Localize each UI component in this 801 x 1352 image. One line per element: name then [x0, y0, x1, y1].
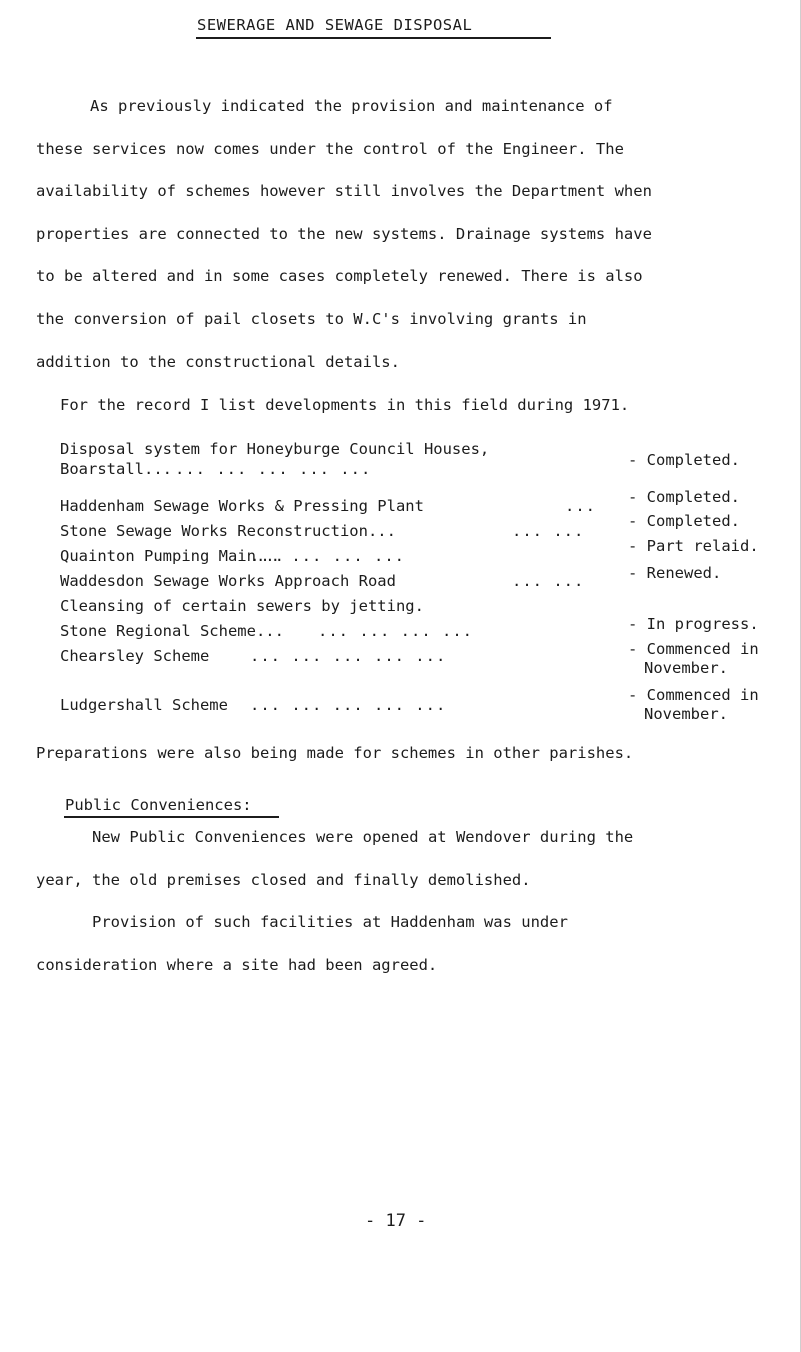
development-item: Quainton Pumping Main... [60, 547, 284, 565]
development-item: Stone Regional Scheme... [60, 622, 284, 640]
development-item: Ludgershall Scheme [60, 696, 228, 714]
page-number: - 17 - [365, 1211, 427, 1231]
leader-dots: ... ... ... ... ... [250, 647, 447, 665]
title-underline [196, 37, 551, 39]
conveniences-line: year, the old premises closed and finally demolished. [36, 871, 531, 889]
development-item: Disposal system for Honeyburge Council Houses, [60, 440, 490, 458]
leader-dots: ... ... [512, 572, 585, 590]
development-status-cont: November. [644, 705, 728, 723]
development-item: Haddenham Sewage Works & Pressing Plant [60, 497, 424, 515]
intro-line: addition to the constructional details. [36, 353, 400, 371]
development-status-cont: November. [644, 659, 728, 677]
development-status: - Commenced in [628, 640, 759, 658]
development-status: - Completed. [628, 451, 740, 469]
development-item: Chearsley Scheme [60, 647, 210, 665]
intro-line: As previously indicated the provision and maintenance of [90, 97, 613, 115]
development-status: - Renewed. [628, 564, 722, 582]
development-item: Stone Sewage Works Reconstruction... [60, 522, 396, 540]
development-status: - Completed. [628, 512, 740, 530]
development-status: - Commenced in [628, 686, 759, 704]
development-status: - Part relaid. [628, 537, 759, 555]
intro-line: properties are connected to the new systems. Drainage systems have [36, 225, 652, 243]
conveniences-line: consideration where a site had been agreed. [36, 956, 438, 974]
leader-dots: ... ... [512, 522, 585, 540]
intro-line: availability of schemes however still involves the Department when [36, 182, 652, 200]
conveniences-line: New Public Conveniences were opened at Wendover during the [92, 828, 634, 846]
leader-dots: ... [565, 497, 596, 515]
section-heading: Public Conveniences: [65, 796, 252, 814]
heading-underline [64, 816, 279, 818]
development-item-cont: Boarstall... [60, 460, 172, 478]
leader-dots: ... ... ... ... [318, 622, 473, 640]
leader-dots: ... ... ... ... ... [250, 696, 447, 714]
preparations-note: Preparations were also being made for schemes in other parishes. [36, 744, 634, 762]
record-line: For the record I list developments in this field during 1971. [60, 396, 630, 414]
intro-line: the conversion of pail closets to W.C's involving grants in [36, 310, 587, 328]
leader-dots: ... ... ... ... ... [175, 460, 372, 478]
development-status: - In progress. [628, 615, 759, 633]
intro-line: to be altered and in some cases completely renewed. There is also [36, 267, 643, 285]
intro-line: these services now comes under the control of the Engineer. The [36, 140, 624, 158]
development-item: Waddesdon Sewage Works Approach Road [60, 572, 396, 590]
page-title: SEWERAGE AND SEWAGE DISPOSAL [197, 16, 473, 34]
development-status: - Completed. [628, 488, 740, 506]
development-item: Cleansing of certain sewers by jetting. [60, 597, 424, 615]
conveniences-line: Provision of such facilities at Haddenham was under [92, 913, 568, 931]
leader-dots: ... ... ... ... [250, 547, 405, 565]
